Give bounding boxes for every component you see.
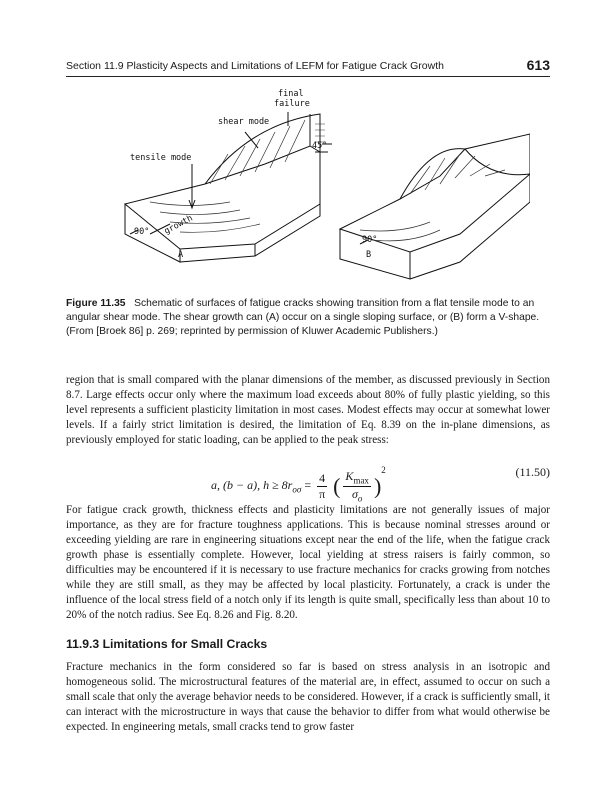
label-a: A (178, 250, 184, 260)
paragraph-1: region that is small compared with the planar dimensions of the member, as discussed previously in Section 8.7. Large effects occur only where the maximum load exceeds about 80% of fully plastic yielding, so this level represents a sufficient plasticity limitation in most cases. Modest effects may occur at somewhat lower levels. If a fairly strict limitation is desired, the limitation of Eq. 8.39 on the in-plane dimensions, as previously employed for static loading, can be applied to the peak stress: (66, 374, 550, 446)
eq-sign: = (301, 478, 315, 492)
equation-number: (11.50) (515, 465, 550, 479)
paragraph-2: For fatigue crack growth, thickness effects and plasticity limitations are not generally issues of major importance, as they are for fracture toughness applications. This is because nominal stresses around or exceeding yielding are rare in engineering situations except near the end of the life, when the fatigue crack growth phase is essentially complete. However, local yielding at stress raisers is fairly common, so difficulties may be encountered if it is necessary to use fracture mechanics for cracks growing from notches while they are still small, as they may be affected by local plasticity. Fortunately, a crack is under the influence of the local stress field of a notch only if its length is quite small, specifically less than about 10 to 20% of the notch radius. See Eq. 8.26 and Fig. 8.20. (66, 504, 550, 621)
label-b: B (366, 250, 372, 260)
label-failure: failure (274, 99, 310, 109)
eq-subscript: oσ (292, 484, 302, 495)
v-shape-surface-b (400, 149, 530, 199)
eq-lhs: a, (b − a), h ≥ 8r (211, 478, 293, 492)
equation-body (211, 465, 386, 503)
eq-denominator: π (319, 486, 326, 501)
label-angle-45: 45° (312, 141, 328, 151)
eq-numerator: 4 (319, 470, 326, 485)
block-a-striations (150, 120, 305, 232)
figure-11-35 (110, 84, 530, 284)
caption-text: Schematic of surfaces of fatigue cracks showing transition from a flat tensile mode to an angular shear mode. The shear growth can (A) occur on a single sloping surface, or (B) form a V-shape. (From [Broek 86] p. 269; reprinted by permission of Kluwer Academic Publishers.) (66, 298, 540, 337)
block-b-striations (360, 154, 505, 241)
section-heading: 11.9.3 Limitations for Small Cracks (66, 637, 268, 651)
eq-sigma-sub: o (357, 493, 363, 504)
eq-sigma: σ (351, 486, 358, 501)
eq-paren-open: ( (333, 473, 341, 499)
label-growth: growth (162, 213, 195, 237)
caption-label: Figure 11.35 (66, 298, 126, 309)
header-title: Section 11.9 Plasticity Aspects and Limitations of LEFM for Fatigue Crack Growth (66, 60, 444, 72)
eq-ratio (343, 469, 371, 503)
label-final: final (278, 89, 304, 99)
eq-k-sub: max (353, 475, 369, 486)
eq-k: K (345, 469, 354, 484)
block-a-front-right (180, 204, 320, 262)
crack-surface-schematic (110, 84, 530, 284)
label-angle-90-b: 90° (362, 235, 378, 245)
eq-exponent: 2 (381, 465, 386, 475)
equation-11-50 (66, 453, 550, 504)
eq-fraction (317, 471, 327, 502)
eq-paren-close: ) (373, 473, 382, 499)
running-header (66, 58, 550, 77)
label-tensile-mode: tensile mode (130, 153, 192, 163)
label-shear-mode: shear mode (218, 117, 270, 127)
figure-caption (66, 297, 550, 339)
label-angle-90-a: 90° (134, 227, 150, 237)
shear-mode-arrow (245, 132, 258, 148)
paragraph-3: Fracture mechanics in the form considered so far is based on stress analysis in an isotropic and homogeneous solid. The microstructural features of the material are, in effect, assumed to occur on such a small scale that only the average behavior needs to be considered. However, if a crack is sufficiently small, it can interact with the microstructure in ways that cause the behavior to differ from what would otherwise be expected. In engineering metals, small cracks tend to grow faster (66, 661, 550, 733)
page-number: 613 (526, 57, 550, 73)
